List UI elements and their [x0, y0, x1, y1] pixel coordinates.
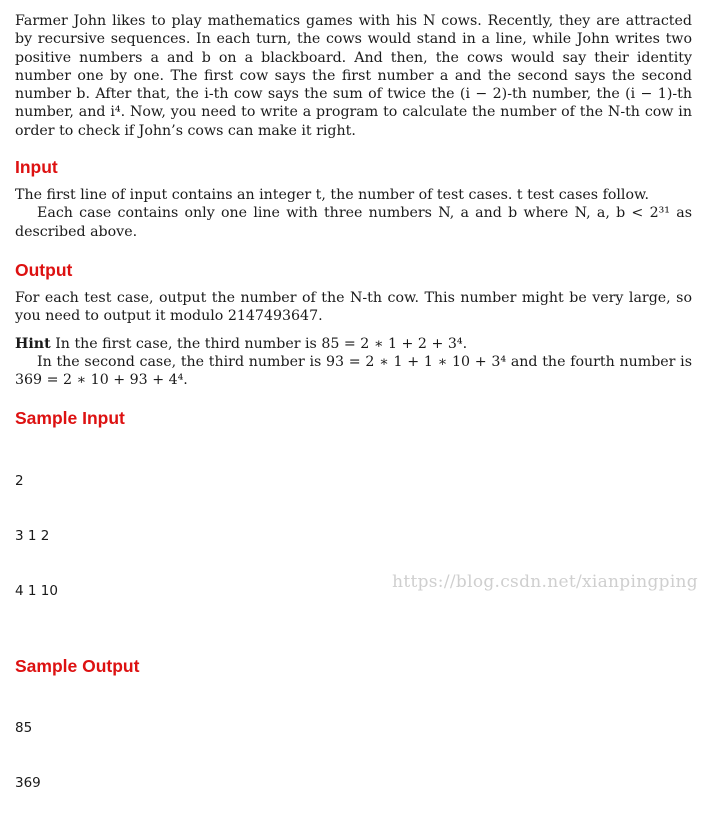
sample-output-heading: Sample Output — [15, 655, 140, 676]
input-paragraph-2: Each case contains only one line with three numbers N, a and b where N, a, b < 2³¹ as described above. — [15, 205, 692, 240]
input-heading: Input — [15, 157, 58, 178]
sample-output-line: 369 — [15, 775, 41, 792]
sample-input-line: 4 1 10 — [15, 582, 58, 599]
sample-input-line: 3 1 2 — [15, 527, 50, 544]
input-paragraph-1: The first line of input contains an integer t, the number of test cases. t test cases follow. — [15, 187, 649, 204]
hint-block — [15, 335, 692, 390]
hint-paragraph-1 — [15, 335, 692, 353]
problem-description: Farmer John likes to play mathematics games with his N cows. Recently, they are attracted by recursive sequences. In each turn, the cows would stand in a line, while John writes two positive numbers a and b on a blackboard. And then, the cows would say their identity number one by one. The first cow says the first number a and the second says the second number b. After that, the i-th cow says the sum of twice the (i − 2)-th number, the (i − 1)-th number, and i⁴. Now, you need to write a program to calculate the number of the N-th cow in order to check if John’s cows can make it right. — [15, 13, 692, 139]
sample-output-line: 85 — [15, 720, 33, 737]
output-paragraph: For each test case, output the number of the N-th cow. This number might be very large, so you need to output it modulo 2147493647. — [15, 289, 692, 325]
sample-output-block — [15, 683, 692, 829]
sample-input-line: 2 — [15, 473, 24, 490]
watermark-url: https://blog.csdn.net/xianpingping — [392, 572, 698, 592]
hint-label: Hint — [15, 335, 51, 352]
hint-text-1: In the first case, the third number is 85 = 2 ∗ 1 + 2 + 3⁴. — [55, 335, 468, 352]
sample-input-block — [15, 435, 692, 636]
sample-input-heading: Sample Input — [15, 408, 125, 429]
output-heading: Output — [15, 259, 73, 280]
problem-statement — [15, 12, 692, 829]
hint-paragraph-2: In the second case, the third number is 93 = 2 ∗ 1 + 1 ∗ 10 + 3⁴ and the fourth number is 369 = 2 ∗ 10 + 93 + 4⁴. — [15, 353, 692, 389]
